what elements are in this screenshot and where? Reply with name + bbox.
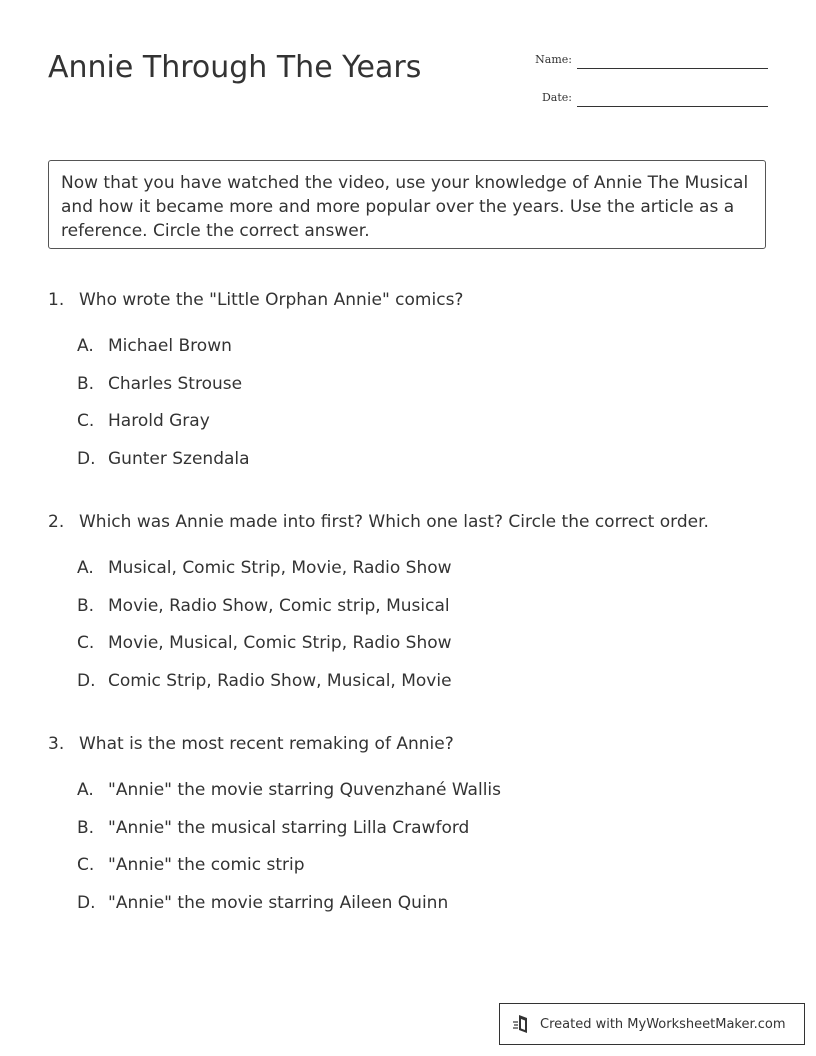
option-text: Charles Strouse: [108, 373, 243, 394]
worksheet-title: Annie Through The Years: [48, 50, 422, 85]
question-3: [48, 732, 788, 928]
footer-credit-box[interactable]: [499, 1003, 805, 1045]
option-text: Gunter Szendala: [108, 448, 250, 469]
question-number: 2.: [48, 512, 65, 532]
answer-option[interactable]: [48, 334, 788, 372]
option-letter: A.: [77, 558, 94, 578]
date-line: [577, 106, 768, 107]
answer-option[interactable]: [48, 409, 788, 447]
question-number: 1.: [48, 290, 65, 310]
question-number: 3.: [48, 734, 65, 754]
answer-option[interactable]: [48, 631, 788, 669]
question-text: Who wrote the "Little Orphan Annie" comics?: [79, 290, 464, 310]
answer-options: [48, 778, 788, 928]
option-letter: B.: [77, 373, 95, 394]
answer-option[interactable]: [48, 778, 788, 816]
answer-option[interactable]: [48, 891, 788, 929]
option-letter: D.: [77, 670, 96, 691]
instructions-box: Now that you have watched the video, use your knowledge of Annie The Musical and how it became more and more popular over the years. Use the article as a reference. Circle the correct answer.: [48, 160, 766, 249]
option-text: Harold Gray: [108, 411, 210, 431]
question-1: [48, 288, 788, 484]
option-letter: C.: [77, 633, 95, 653]
answer-option[interactable]: [48, 556, 788, 594]
answer-option[interactable]: [48, 816, 788, 854]
option-letter: B.: [77, 817, 95, 838]
option-text: Comic Strip, Radio Show, Musical, Movie: [108, 670, 452, 691]
option-text: "Annie" the movie starring Aileen Quinn: [108, 892, 449, 913]
question-text: What is the most recent remaking of Annie?: [79, 734, 454, 754]
name-field[interactable]: [520, 53, 768, 73]
answer-option[interactable]: [48, 447, 788, 485]
option-letter: A.: [77, 336, 94, 356]
option-letter: D.: [77, 892, 96, 913]
worksheet-maker-logo-icon: [512, 1013, 532, 1035]
answer-option[interactable]: [48, 853, 788, 891]
option-letter: A.: [77, 780, 94, 800]
question-text: Which was Annie made into first? Which one last? Circle the correct order.: [79, 512, 709, 532]
answer-option[interactable]: [48, 594, 788, 632]
option-text: Musical, Comic Strip, Movie, Radio Show: [108, 558, 452, 578]
option-text: Movie, Radio Show, Comic strip, Musical: [108, 595, 450, 616]
date-field[interactable]: [520, 91, 768, 111]
option-text: "Annie" the comic strip: [108, 855, 305, 875]
option-letter: B.: [77, 595, 95, 616]
answer-option[interactable]: [48, 372, 788, 410]
answer-options: [48, 556, 788, 706]
question-2: [48, 510, 788, 706]
answer-option[interactable]: [48, 669, 788, 707]
footer-text: Created with MyWorksheetMaker.com: [540, 1016, 786, 1032]
answer-options: [48, 334, 788, 484]
option-letter: D.: [77, 448, 96, 469]
option-text: "Annie" the musical starring Lilla Crawford: [108, 817, 470, 838]
option-text: "Annie" the movie starring Quvenzhané Wallis: [108, 780, 501, 800]
name-label: Name:: [535, 53, 572, 66]
option-letter: C.: [77, 855, 95, 875]
option-text: Michael Brown: [108, 336, 232, 356]
name-line: [577, 68, 768, 69]
option-text: Movie, Musical, Comic Strip, Radio Show: [108, 633, 452, 653]
date-label: Date:: [541, 91, 572, 104]
option-letter: C.: [77, 411, 95, 431]
